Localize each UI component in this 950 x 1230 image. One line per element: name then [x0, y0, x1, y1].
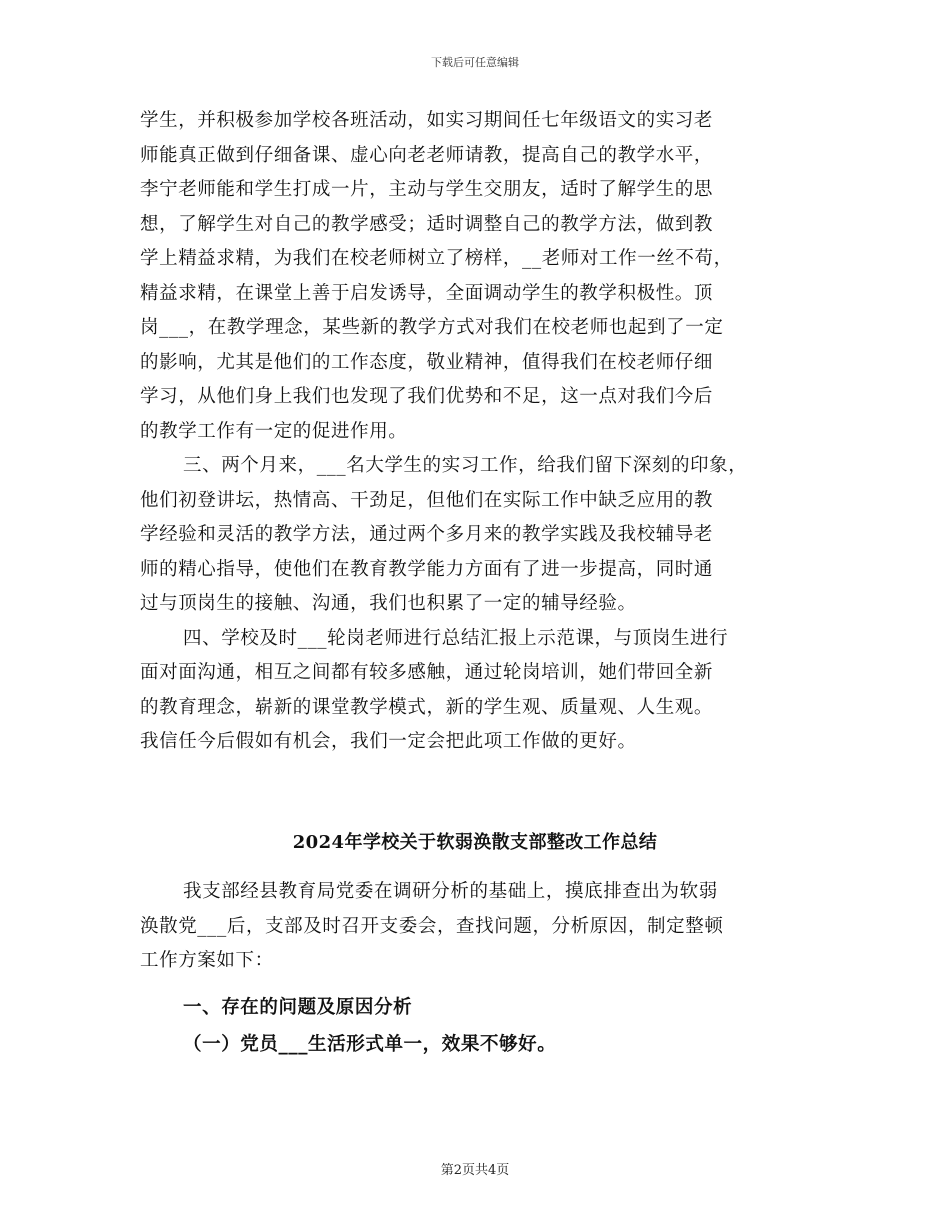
- text-line: 精益求精，在课堂上善于启发诱导，全面调动学生的教学积极性。顶: [140, 282, 714, 304]
- text-line: 学上精益求精，为我们在校老师树立了榜样，__老师对工作一丝不苟，: [140, 248, 733, 269]
- text-line-indented: 四、学校及时___轮岗老师进行总结汇报上示范课，与顶岗生进行: [183, 627, 729, 649]
- page-number: 第2页共4页: [440, 1163, 510, 1178]
- subheading-party-life: （一）党员___生活形式单一，效果不够好。: [183, 1034, 557, 1055]
- text-line: 师的精心指导，使他们在教育教学能力方面有了进一步提高，同时通: [140, 558, 714, 580]
- text-line: 涣散党___后，支部及时召开支委会，查找问题，分析原因，制定整顿: [140, 915, 724, 937]
- section-title: 2024年学校关于软弱涣散支部整改工作总结: [292, 832, 658, 853]
- text-line: 李宁老师能和学生打成一片，主动与学生交朋友，适时了解学生的思: [140, 179, 714, 200]
- header-note: 下载后可任意编辑: [431, 56, 519, 69]
- text-line: 我信任今后假如有机会，我们一定会把此项工作做的更好。: [140, 731, 637, 752]
- text-line: 想，了解学生对自己的教学感受；适时调整自己的教学方法，做到教: [140, 213, 714, 235]
- text-line: 工作方案如下：: [140, 950, 274, 971]
- text-line: 师能真正做到仔细备课、虚心向老老师请教，提高自己的教学水平，: [140, 144, 714, 166]
- text-line: 岗___，在教学理念，某些新的教学方式对我们在校老师也起到了一定: [140, 317, 724, 338]
- text-line: 的教育理念，崭新的课堂教学模式，新的学生观、质量观、人生观。: [140, 696, 714, 718]
- text-line-indented: 我支部经县教育局党委在调研分析的基础上，摸底排查出为软弱: [183, 881, 718, 902]
- text-line: 面对面沟通，相互之间都有较多感触，通过轮岗培训，她们带回全新: [140, 662, 714, 683]
- text-line: 的影响，尤其是他们的工作态度，敬业精神，值得我们在校老师仔细: [140, 351, 714, 373]
- text-line: 学生，并积极参加学校各班活动，如实习期间任七年级语文的实习老: [140, 110, 714, 131]
- text-line: 过与顶岗生的接触、沟通，我们也积累了一定的辅导经验。: [140, 593, 637, 614]
- text-line: 学习，从他们身上我们也发现了我们优势和不足，这一点对我们今后: [140, 386, 714, 407]
- body-text-bottom: [140, 875, 810, 979]
- text-line: 他们初登讲坛，热情高、干劲足，但他们在实际工作中缺乏应用的教: [140, 489, 714, 511]
- text-line-indented: 三、两个月来，___名大学生的实习工作，给我们留下深刻的印象，: [183, 455, 748, 476]
- body-text-top: [140, 104, 810, 760]
- heading-problems-analysis: 一、存在的问题及原因分析: [183, 997, 413, 1018]
- text-line: 学经验和灵活的教学方法，通过两个多月来的教学实践及我校辅导老: [140, 524, 714, 545]
- text-line: 的教学工作有一定的促进作用。: [140, 420, 408, 442]
